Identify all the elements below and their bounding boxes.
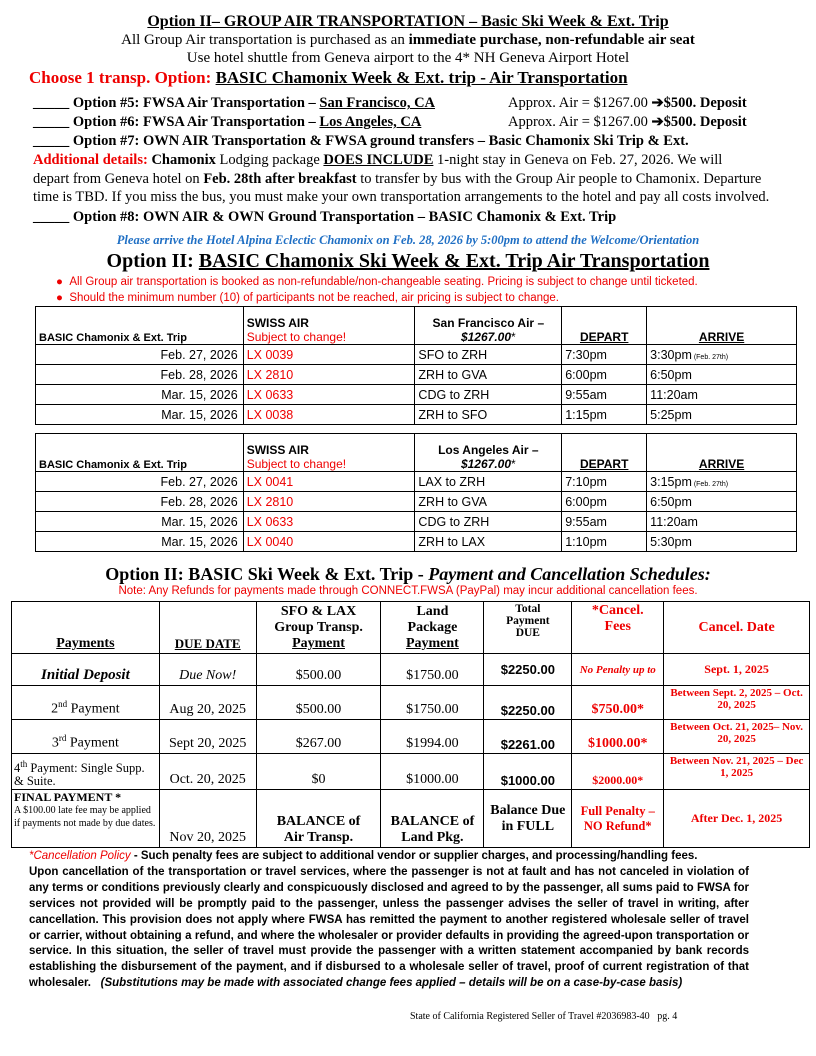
payment-table	[11, 601, 810, 848]
trip-label: BASIC Chamonix & Ext. Trip	[36, 434, 244, 472]
payment-section-title: Option II: BASIC Ski Week & Ext. Trip - Payment and Cancellation Schedules:	[105, 564, 711, 584]
airline-cell: SWISS AIR Subject to change!	[243, 434, 415, 472]
depart-header: DEPART	[562, 307, 647, 345]
flight-row: Mar. 15, 2026 LX 0633 CDG to ZRH 9:55am 11:20am	[36, 385, 797, 405]
trip-label: BASIC Chamonix & Ext. Trip	[36, 307, 244, 345]
header-line-2: Use hotel shuttle from Geneva airport to the 4* NH Geneva Airport Hotel	[186, 50, 630, 66]
flight-row: Feb. 28, 2026 LX 2810 ZRH to GVA 6:00pm 6:50pm	[36, 492, 797, 512]
flight-row: Mar. 15, 2026 LX 0040 ZRH to LAX 1:10pm 5:30pm	[36, 532, 797, 552]
option-5-line: _____ Option #5: FWSA Air Transportation – San Francisco, CA	[33, 95, 436, 111]
flight-table-header	[36, 434, 797, 472]
arrival-note: Please arrive the Hotel Alpina Eclectic Chamonix on Feb. 28, 2026 by 5:00pm to attend the Welcome/Orientation	[116, 233, 700, 247]
details-line-3: time is TBD. If you miss the bus, you must make your own transportation arrangements to the hotel and pay all costs involved.	[33, 189, 770, 205]
flight-table-sfo	[35, 306, 797, 425]
choose-option-line: Choose 1 transp. Option: BASIC Chamonix Week & Ext. trip - Air Transportation	[29, 68, 628, 87]
payment-row-final: FINAL PAYMENT * A $100.00 late fee may be applied if payments not made by due dates. Nov 20, 2025 BALANCE of Air Transp. BALANCE of Land Pkg. Balance Due in FULL Full Penalty – NO Refund* After Dec. 1, 2025	[12, 790, 810, 848]
option-7-line: _____ Option #7: OWN AIR Transportation & FWSA ground transfers – Basic Chamonix Ski Trip & Ext.	[33, 133, 689, 149]
payment-row-2nd: 2nd Payment Aug 20, 2025 $500.00 $1750.00 $2250.00 $750.00* Between Sept. 2, 2025 – Oct. 20, 2025	[12, 686, 810, 720]
payment-table-header: Payments DUE DATE SFO & LAX Group Transp. Payment Land Package Payment Total Payment DUE *Cancel. Fees Cancel. Date	[12, 602, 810, 654]
airline-cell: SWISS AIR Subject to change!	[243, 307, 415, 345]
section-title: Option II: BASIC Chamonix Ski Week & Ext. Trip Air Transportation	[106, 250, 710, 272]
header-line-1: All Group Air transportation is purchased as an immediate purchase, non-refundable air seat	[121, 32, 695, 48]
details-line-2: depart from Geneva hotel on Feb. 28th after breakfast to transfer by bus with the Group Air people to Chamonix. Departure	[33, 171, 762, 187]
option-8-line: _____ Option #8: OWN AIR & OWN Ground Transportation – BASIC Chamonix & Ext. Trip	[33, 209, 617, 225]
air-price-cell: San Francisco Air – $1267.00*	[415, 307, 562, 345]
payment-row-3rd: 3rd Payment Sept 20, 2025 $267.00 $1994.00 $2261.00 $1000.00* Between Oct. 21, 2025– Nov. 20, 2025	[12, 720, 810, 754]
flight-table-header	[36, 307, 797, 345]
footer: State of California Registered Seller of Travel #2036983-40 pg. 4	[410, 1011, 678, 1022]
arrow-icon: ➔	[651, 114, 664, 130]
flight-table-lax	[35, 433, 797, 552]
payment-row-4th: 4th Payment: Single Supp. & Suite. Oct. 20, 2025 $0 $1000.00 $1000.00 $2000.00* Between Nov. 21, 2025 – Dec 1, 2025	[12, 754, 810, 790]
flight-row: Feb. 27, 2026 LX 0041 LAX to ZRH 7:10pm 3:15pm (Feb. 27th)	[36, 472, 797, 492]
payment-row-initial-deposit: Initial Deposit Due Now! $500.00 $1750.00 $2250.00 No Penalty up to Sept. 1, 2025	[12, 654, 810, 686]
depart-header: DEPART	[562, 434, 647, 472]
cancellation-policy: *Cancellation Policy - Such penalty fees are subject to additional vendor or supplier charges, and processing/handling fees. Upon cancellation of the transportation or travel services, where the passenger is not at fault and has not canceled in violation of any terms or conditions previously clearly and conspicuously disclosed and agreed to by the passenger, all sums paid to FWSA for services not provided will be promptly paid to the passenger, unless the passenger advises the seller of travel in writing, after cancellation. This provision does not apply where FWSA has remitted the payment to another registered wholesale seller of travel or carrier, without obtaining a refund, and where the wholesaler or provider defaults in providing the agreed-upon transportation or service. In this situation, the seller of travel must provide the passenger with a written statement accompanied by bank records establishing the disbursement of the payment, and if disbursed to a wholesale seller of travel, proof of current registration of that wholesaler. (Substitutions may be made with associated change fees applied – details will be on a case-by-case basis)	[29, 850, 749, 990]
air-price-cell: Los Angeles Air – $1267.00*	[415, 434, 562, 472]
details-line-1: Additional details: Chamonix Lodging package DOES INCLUDE 1-night stay in Geneva on Feb. 27, 2026. We will	[33, 152, 723, 168]
bullet-2: ● Should the minimum number (10) of participants not be reached, air pricing is subject to change.	[56, 292, 559, 304]
flight-row: Feb. 27, 2026 LX 0039 SFO to ZRH 7:30pm 3:30pm (Feb. 27th)	[36, 345, 797, 365]
flight-row: Feb. 28, 2026 LX 2810 ZRH to GVA 6:00pm 6:50pm	[36, 365, 797, 385]
flight-row: Mar. 15, 2026 LX 0038 ZRH to SFO 1:15pm 5:25pm	[36, 405, 797, 425]
arrive-header: ARRIVE	[647, 434, 797, 472]
page-title: Option II– GROUP AIR TRANSPORTATION – Basic Ski Week & Ext. Trip	[147, 13, 669, 30]
bullet-icon: ●	[56, 276, 63, 288]
bullet-icon: ●	[56, 292, 63, 304]
arrow-icon: ➔	[651, 95, 664, 111]
bullet-1: ● All Group air transportation is booked as non-refundable/non-changeable seating. Pricing is subject to change until ticketed.	[56, 276, 698, 288]
option-6-price: Approx. Air = $1267.00 ➔$500. Deposit	[508, 114, 747, 130]
flight-row: Mar. 15, 2026 LX 0633 CDG to ZRH 9:55am 11:20am	[36, 512, 797, 532]
option-6-line: _____ Option #6: FWSA Air Transportation – Los Angeles, CA	[33, 114, 422, 130]
arrive-header: ARRIVE	[647, 307, 797, 345]
option-5-price: Approx. Air = $1267.00 ➔$500. Deposit	[508, 95, 747, 111]
refund-note: Note: Any Refunds for payments made through CONNECT.FWSA (PayPal) may incur additional cancellation fees.	[118, 585, 698, 597]
